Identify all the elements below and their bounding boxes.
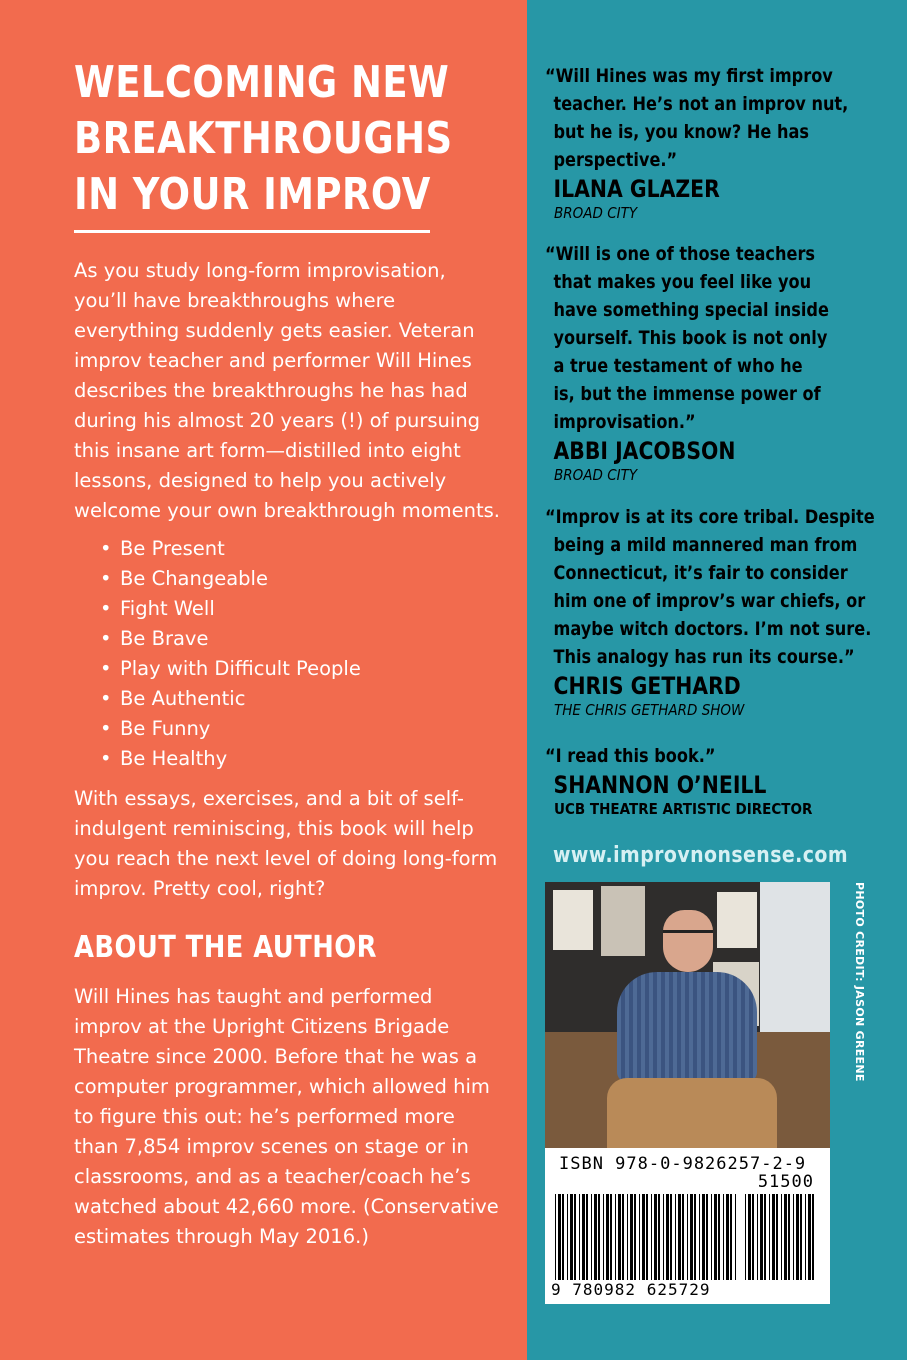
barcode-bar [764, 1194, 766, 1280]
barcode-bar [627, 1194, 628, 1280]
barcode-bar [723, 1194, 724, 1280]
isbn-barcode [545, 1148, 830, 1304]
quote-source: BROAD CITY [554, 466, 638, 484]
barcode-bar [663, 1194, 664, 1280]
barcode-bar [606, 1194, 609, 1280]
about-heading: ABOUT THE AUTHOR [74, 930, 377, 965]
list-item: • Be Authentic [100, 684, 361, 714]
barcode-bar [582, 1194, 585, 1280]
headline-line: IN YOUR IMPROV [74, 169, 431, 220]
barcode-bar [615, 1194, 616, 1280]
quote-ilana-glazer [545, 62, 849, 222]
barcode-bar [579, 1194, 580, 1280]
barcode-bar [769, 1194, 770, 1280]
barcode-addon-bars [745, 1194, 817, 1280]
barcode-bar [642, 1194, 645, 1280]
quote-chris-gethard [545, 503, 875, 719]
barcode-bar [805, 1194, 806, 1280]
list-item: • Be Healthy [100, 744, 361, 774]
quote-source: BROAD CITY [554, 204, 638, 222]
barcode-bar [757, 1194, 758, 1280]
barcode-bar [670, 1194, 672, 1280]
quote-author: CHRIS GETHARD [553, 672, 741, 700]
lessons-list [100, 534, 361, 774]
barcode-bar [711, 1194, 712, 1280]
barcode-bar [570, 1194, 573, 1280]
quote-line: improvisation.” [553, 411, 696, 433]
barcode-bar [610, 1194, 612, 1280]
barcode-bar [591, 1194, 592, 1280]
photo-person-shirt [617, 972, 757, 1082]
quote-line: “I read this book.” [545, 745, 716, 767]
barcode-bar [558, 1194, 561, 1280]
barcode-bar [687, 1194, 688, 1280]
barcode-bar [646, 1194, 648, 1280]
quote-abbi-jacobson [545, 240, 845, 484]
headline-line: BREAKTHROUGHS [74, 113, 453, 164]
barcode-bar [682, 1194, 684, 1280]
photo-person-glasses [663, 930, 713, 940]
barcode-bar [574, 1194, 576, 1280]
barcode-bar [788, 1194, 790, 1280]
barcode-bar [760, 1194, 763, 1280]
barcode-bar [699, 1194, 700, 1280]
barcode-bar [752, 1194, 754, 1280]
barcode-bar [748, 1194, 751, 1280]
headline-line: WELCOMING NEW [74, 57, 450, 108]
barcode-bar [586, 1194, 588, 1280]
isbn-text: ISBN 978-0-9826257-2-9 [559, 1154, 807, 1174]
quote-line: perspective.” [553, 149, 678, 171]
barcode-bar [622, 1194, 624, 1280]
quote-line: maybe witch doctors. I’m not sure. [553, 618, 872, 640]
quote-source: UCB THEATRE ARTISTIC DIRECTOR [554, 800, 813, 818]
barcode-bar [702, 1194, 705, 1280]
barcode-bar [772, 1194, 775, 1280]
quote-author: ABBI JACOBSON [553, 437, 736, 465]
quote-line: is, but the immense power of [553, 383, 821, 405]
barcode-bar [812, 1194, 814, 1280]
barcode-bar [598, 1194, 600, 1280]
closing-paragraph: With essays, exercises, and a bit of self-indulgent reminiscing, this book will help you reach the next level of doing long-form improv. Pretty cool, right? [74, 787, 498, 900]
barcode-bar [567, 1194, 568, 1280]
quote-line: “Will Hines was my first improv [545, 65, 833, 87]
barcode-bar [562, 1194, 564, 1280]
quote-line: that makes you feel like you [553, 271, 812, 293]
barcode-bar [618, 1194, 621, 1280]
barcode-bar [639, 1194, 640, 1280]
quote-text [545, 742, 834, 770]
barcode-bar [800, 1194, 802, 1280]
quote-author: ILANA GLAZER [553, 175, 720, 203]
quote-text [545, 240, 834, 436]
barcode-bar [730, 1194, 732, 1280]
quote-line: Connecticut, it’s fair to consider [553, 562, 848, 584]
headline-underline [74, 230, 430, 233]
barcode-bar [726, 1194, 729, 1280]
headline [74, 55, 453, 223]
photo-poster [601, 886, 645, 956]
barcode-bar [658, 1194, 660, 1280]
barcode-bar [714, 1194, 717, 1280]
photo-poster [717, 892, 757, 948]
list-item: • Fight Well [100, 594, 361, 624]
quote-text [545, 503, 875, 671]
barcode-bar [776, 1194, 778, 1280]
barcode-bars [555, 1194, 737, 1280]
photo-credit [852, 882, 872, 1148]
photo-poster [553, 890, 593, 950]
barcode-bar [651, 1194, 652, 1280]
quote-line: being a mild mannered man from [553, 534, 858, 556]
barcode-bar [718, 1194, 720, 1280]
quote-line: him one of improv’s war chiefs, or [553, 590, 866, 612]
quote-line: yourself. This book is not only [553, 327, 828, 349]
list-item: • Be Changeable [100, 564, 361, 594]
quote-line: “Improv is at its core tribal. Despite [545, 506, 875, 528]
price-code: 51500 [757, 1172, 814, 1192]
photo-credit-text: PHOTO CREDIT: JASON GREENE [853, 882, 866, 1082]
quote-author: SHANNON O’NEILL [553, 771, 767, 799]
quote-source: THE CHRIS GETHARD SHOW [554, 701, 745, 719]
barcode-bar [634, 1194, 636, 1280]
author-photo [545, 882, 830, 1148]
quote-line: have something special inside [553, 299, 829, 321]
quote-shannon-oneill [545, 742, 845, 818]
quote-line: This analogy has run its course.” [553, 646, 855, 668]
quote-line: teacher. He’s not an improv nut, [553, 93, 849, 115]
photo-person-legs [607, 1078, 777, 1148]
barcode-bar [735, 1194, 736, 1280]
barcode-bar [630, 1194, 633, 1280]
barcode-bar [745, 1194, 746, 1280]
barcode-bar [793, 1194, 794, 1280]
barcode-bar [706, 1194, 708, 1280]
barcode-bar [555, 1194, 556, 1280]
barcode-bar [654, 1194, 657, 1280]
list-item: • Be Funny [100, 714, 361, 744]
list-item: • Play with Difficult People [100, 654, 361, 684]
list-item: • Be Brave [100, 624, 361, 654]
barcode-bar [678, 1194, 681, 1280]
website-url: www.improvnonsense.com [553, 843, 848, 868]
list-item: • Be Present [100, 534, 361, 564]
barcode-bar [675, 1194, 676, 1280]
barcode-bar [694, 1194, 696, 1280]
photo-person-head [663, 910, 713, 972]
barcode-bar [796, 1194, 799, 1280]
barcode-bar [594, 1194, 597, 1280]
quote-text [545, 62, 849, 174]
barcode-bar [603, 1194, 604, 1280]
barcode-number: 9 780982 625729 [551, 1280, 711, 1299]
barcode-bar [666, 1194, 669, 1280]
barcode-bar [690, 1194, 693, 1280]
barcode-bar [781, 1194, 782, 1280]
intro-paragraph: As you study long-form improvisation, you’ll have breakthroughs where everything suddenly gets easier. Veteran improv teacher and performer Will Hines describes the breakthroughs he has had during his almost 20 years (!) of pursuing this insane art form—distilled into eight lessons, designed to help you actively welcome your own breakthrough moments. [74, 259, 500, 522]
barcode-bar [784, 1194, 787, 1280]
quote-line: “Will is one of those teachers [545, 243, 816, 265]
barcode-bar [808, 1194, 811, 1280]
quote-line: a true testament of who he [553, 355, 803, 377]
quote-line: but he is, you know? He has [553, 121, 809, 143]
about-paragraph: Will Hines has taught and performed improv at the Upright Citizens Brigade Theatre since 2000. Before that he was a computer programmer, which allowed him to figure this out: he’s performed more than 7,854 improv scenes on stage or in classrooms, and as a teacher/coach he’s watched about 42,660 more. (Conservative estimates through May 2016.) [74, 985, 499, 1248]
